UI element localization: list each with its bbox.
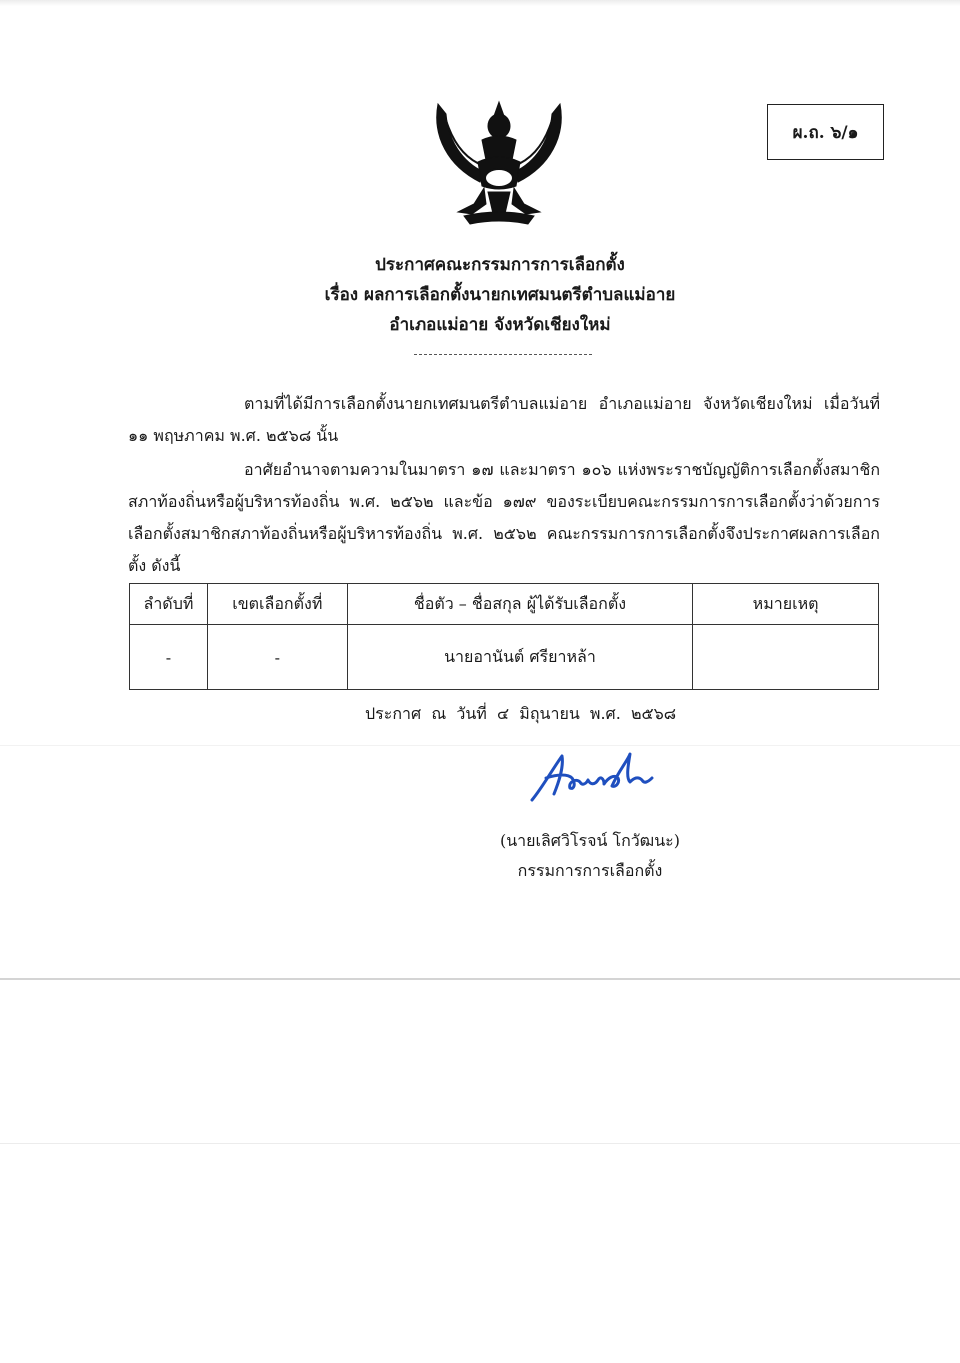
cell-remark (693, 625, 879, 690)
col-header-remark: หมายเหตุ (693, 584, 879, 625)
announcement-date: ประกาศ ณ วันที่ ๔ มิถุนายน พ.ศ. ๒๕๖๘ (365, 704, 677, 723)
signature (528, 748, 668, 806)
col-header-district: เขตเลือกตั้งที่ (207, 584, 347, 625)
announcement-header (0, 250, 960, 340)
fold-line (0, 745, 960, 746)
table-header-row (130, 584, 879, 625)
paragraph-intro: ตามที่ได้มีการเลือกตั้งนายกเทศมนตรีตำบลแม่อาย อำเภอแม่อาย จังหวัดเชียงใหม่ เมื่อวันที่ ๑๑ พฤษภาคม พ.ศ. ๒๕๖๘ นั้น (128, 394, 880, 445)
cell-district: - (207, 625, 347, 690)
signer-block (440, 826, 740, 886)
garuda-emblem-icon (428, 96, 570, 228)
col-header-name: ชื่อตัว – ชื่อสกุล ผู้ได้รับเลือกตั้ง (347, 584, 692, 625)
signer-title: กรรมการการเลือกตั้ง (517, 861, 663, 880)
paragraph-authority: อาศัยอำนาจตามความในมาตรา ๑๗ และมาตรา ๑๐๖ แห่งพระราชบัญญัติการเลือกตั้งสมาชิกสภาท้องถิ่นหรือผู้บริหารท้องถิ่น พ.ศ. ๒๕๖๒ และข้อ ๑๗๙ ของระเบียบคณะกรรมการการเลือกตั้งว่าด้วยการเลือกตั้งสมาชิกสภาท้องถิ่นหรือผู้บริหารท้องถิ่น พ.ศ. ๒๕๖๒ คณะกรรมการการเลือกตั้งจึงประกาศผลการเลือกตั้ง ดังนี้ (128, 460, 880, 575)
fold-line (0, 978, 960, 980)
header-title: ประกาศคณะกรรมการการเลือกตั้ง (375, 255, 625, 275)
col-header-order: ลำดับที่ (130, 584, 208, 625)
scan-edge (0, 0, 960, 6)
table-row (130, 625, 879, 690)
header-subject: เรื่อง ผลการเลือกตั้งนายกเทศมนตรีตำบลแม่อาย (324, 285, 676, 305)
cell-order: - (130, 625, 208, 690)
fold-line (0, 1143, 960, 1144)
results-table (129, 583, 879, 690)
form-code: ผ.ถ. ๖/๑ (792, 122, 859, 143)
header-divider (414, 354, 592, 355)
header-location: อำเภอแม่อาย จังหวัดเชียงใหม่ (389, 315, 611, 335)
form-code-box (767, 104, 884, 160)
signer-name: (นายเลิศวิโรจน์ โกวัฒนะ) (499, 831, 681, 850)
cell-elected-name: นายอานันต์ ศรียาหล้า (347, 625, 692, 690)
